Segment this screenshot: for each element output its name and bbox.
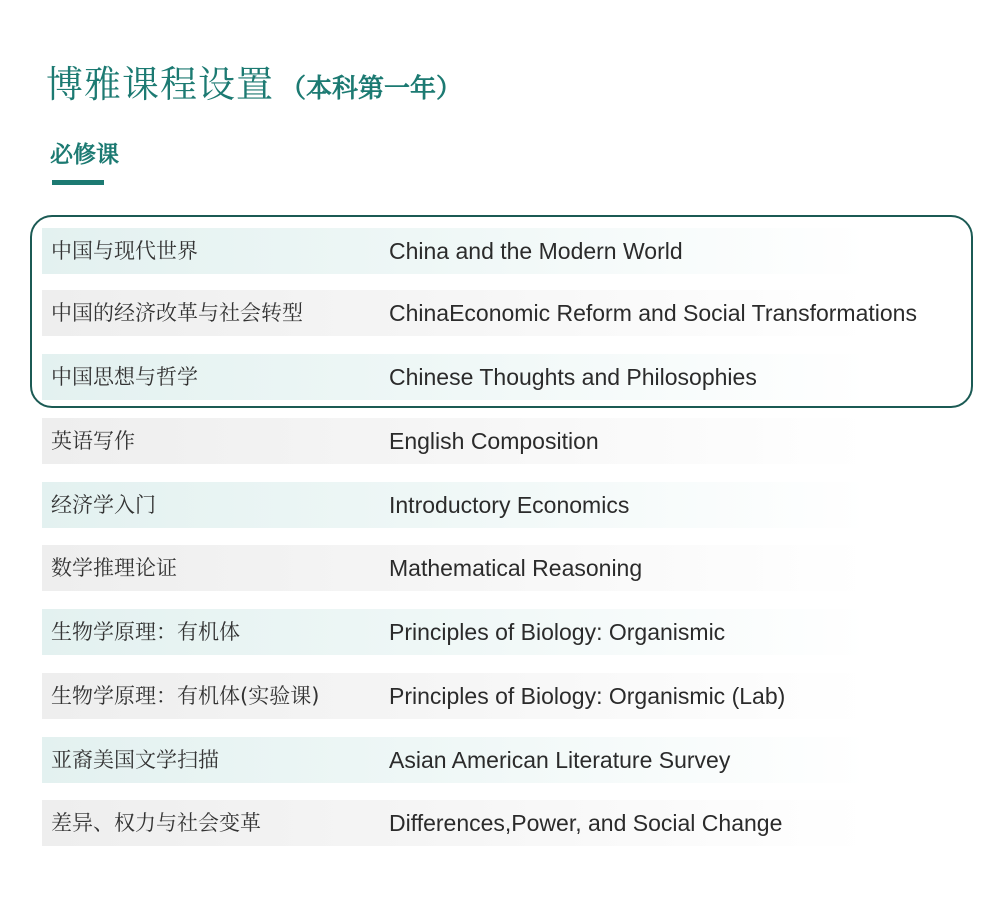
- section-label-required: 必修课: [50, 142, 119, 168]
- course-row: [42, 737, 868, 783]
- course-name-en: China and the Modern World: [389, 238, 683, 264]
- course-row: [42, 545, 868, 591]
- course-row: [42, 800, 868, 846]
- course-row: [42, 482, 868, 528]
- course-name-en: Asian American Literature Survey: [389, 747, 731, 773]
- course-name-cn: 英语写作: [51, 429, 135, 453]
- course-name-en: ChinaEconomic Reform and Social Transformations: [389, 300, 917, 326]
- course-name-en: Chinese Thoughts and Philosophies: [389, 364, 757, 390]
- course-name-cn: 数学推理论证: [51, 556, 177, 580]
- core-courses-highlight-frame: [30, 215, 973, 408]
- course-row: [42, 609, 868, 655]
- course-name-cn: 中国的经济改革与社会转型: [51, 301, 303, 325]
- section-underline: [52, 180, 104, 185]
- page-title-main: 博雅课程设置: [46, 63, 274, 106]
- course-name-cn: 中国思想与哲学: [51, 365, 198, 389]
- course-name-en: Introductory Economics: [389, 492, 630, 518]
- course-name-cn: 差异、权力与社会变革: [51, 811, 261, 835]
- course-row: [42, 673, 868, 719]
- course-name-cn: 中国与现代世界: [51, 239, 198, 263]
- course-name-en: Principles of Biology: Organismic: [389, 619, 726, 645]
- course-name-cn: 生物学原理：有机体(实验课): [51, 684, 320, 708]
- course-name-en: English Composition: [389, 428, 599, 454]
- course-name-en: Mathematical Reasoning: [389, 555, 643, 581]
- page-title: [46, 54, 462, 108]
- page-title-subtitle: （本科第一年）: [280, 74, 463, 104]
- course-name-cn: 经济学入门: [51, 493, 156, 517]
- course-name-en: Principles of Biology: Organismic (Lab): [389, 683, 786, 709]
- course-name-cn: 亚裔美国文学扫描: [51, 748, 219, 772]
- course-name-en: Differences,Power, and Social Change: [389, 810, 783, 836]
- course-row: [42, 418, 868, 464]
- course-name-cn: 生物学原理：有机体: [51, 620, 240, 644]
